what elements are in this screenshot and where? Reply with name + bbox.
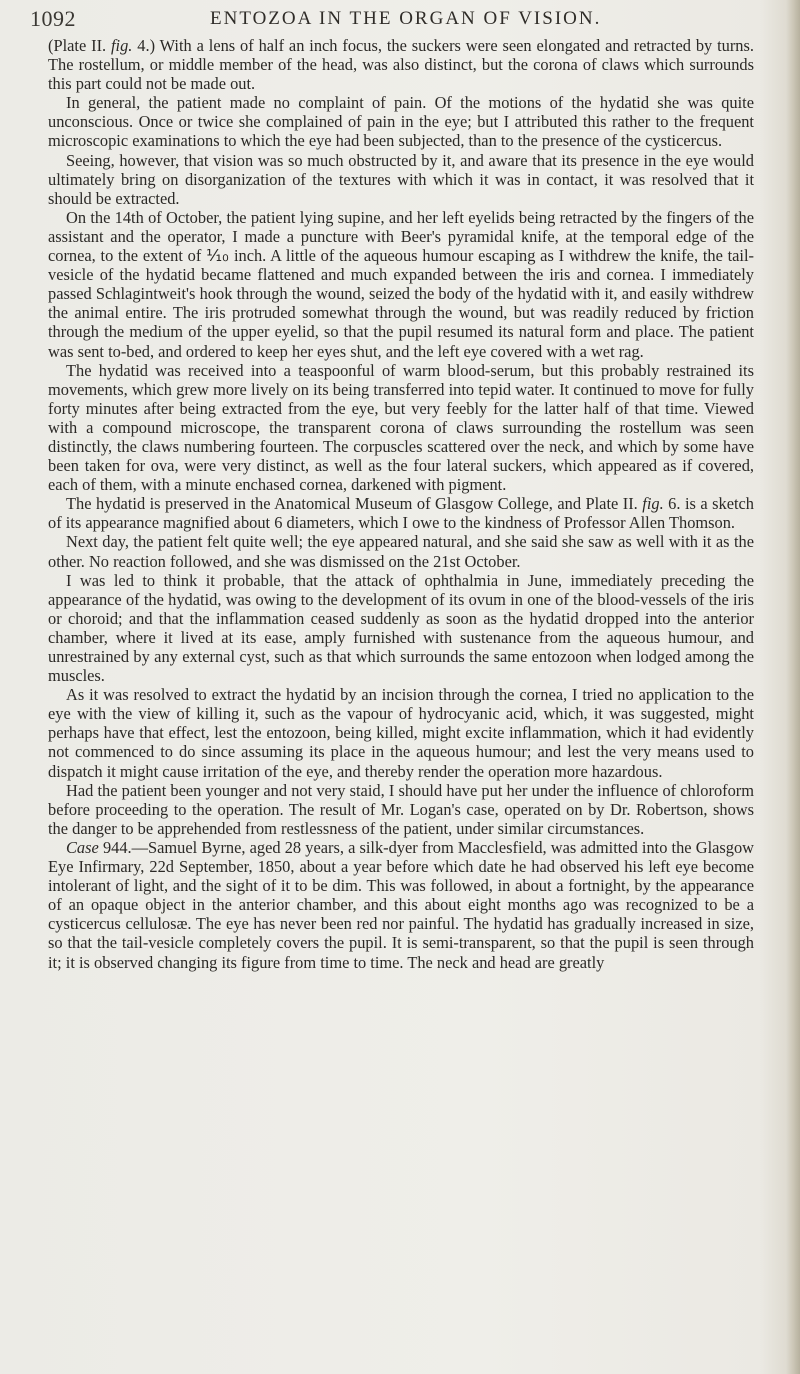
paragraph-text: The hydatid is preserved in the Anatomical Museum of Glasgow College, and Plate II. [66,494,643,514]
paragraph-text: The hydatid was received into a teaspoonful of warm blood-serum, but this probably restrained its movements, which grew more lively on its being transferred into tepid water. It continued to move for fully forty minutes after being extracted from the eye, but very feebly for the latter half of that time. Viewed with a compound microscope, the transparent corona of claws surrounding the rostellum was seen distinctly, the claws numbering fourteen. The corpuscles scattered over the neck, and which by some have been taken for ova, were very distinct, as well as the four lateral suckers, which appeared as if covered, each of them, with a minute enchased cornea, darkened with pigment. [48,360,754,495]
paragraph-text: 944.—Samuel Byrne, aged 28 years, a silk-dyer from Macclesfield, was admitted into the Glasgow Eye Infirmary, 22d September, 1850, about a year before which date he had observed his left eye become intolerant of light, and the sight of it to be dim. This was followed, in about a fortnight, by the appearance of an opaque object in the anterior chamber, and this about eight months ago was recognized to be a cysticercus cellulosæ. The eye has never been red nor painful. The hydatid has gradually increased in size, so that the tail-vesicle completely covers the pupil. It is semi-transparent, so that the pupil is seen through it; it is observed changing its figure from time to time. The neck and head are greatly [48,837,754,972]
paragraph [48,532,754,570]
paragraph [48,685,754,780]
paragraph-text: As it was resolved to extract the hydatid by an incision through the cornea, I tried no application to the eye with the view of killing it, such as the vapour of hydrocyanic acid, which, it was suggested, might perhaps have that effect, lest the entozoon, being killed, might excite inflammation, which it had evidently not commenced to do since assuming its place in the aqueous humour; and lest the very means used to dispatch it might cause irritation of the eye, and thereby render the operation more hazardous. [48,685,754,781]
page-header [30,6,770,32]
page-edge-shading [786,0,800,1374]
paragraph-text: 6. is a sketch of its appearance magnified about 6 diameters, which I owe to the kindness of Professor Allen Thomson. [48,494,754,533]
paragraph-text: Seeing, however, that vision was so much obstructed by it, and aware that its presence in the eye would ultimately bring on disorganization of the textures with which it was in contact, it was resolved that it should be extracted. [48,150,754,208]
body-text [48,36,754,972]
page-number: 1092 [30,6,76,31]
paragraph-text: 4.) With a lens of half an inch focus, the suckers were seen elongated and retracted by turns. The rostellum, or middle member of the head, was also distinct, but the corona of claws which surrounds this part could not be made out. [48,36,754,94]
paragraph-text: I was led to think it probable, that the attack of ophthalmia in June, immediately preceding the appearance of the hydatid, was owing to the development of its ovum in one of the blood-vessels of the iris or choroid; and that the inflammation ceased suddenly as soon as the hydatid dropped into the anterior chamber, where it lived at its ease, amply furnished with sustenance from the aqueous humour, and unrestrained by any external cyst, such as that which surrounds the same entozoon when lodged among the muscles. [48,570,754,686]
italic-text: fig. [642,494,664,514]
paragraph [48,36,754,93]
paragraph [48,93,754,150]
paragraph [48,151,754,208]
paragraph [48,838,754,972]
paragraph [48,208,754,361]
paragraph-text: Next day, the patient felt quite well; the eye appeared natural, and she said she saw as well with it as the other. No reaction followed, and she was dismissed on the 21st October. [48,532,754,571]
paragraph [48,571,754,686]
paragraph [48,494,754,532]
italic-text: Case [66,837,99,857]
paragraph-text: In general, the patient made no complaint of pain. Of the motions of the hydatid she was quite unconscious. Once or twice she complained of pain in the eye; but I attributed this rather to the frequent microscopic examinations to which the eye had been subjected, than to the presence of the cysticercus. [48,93,754,151]
paragraph-text: Had the patient been younger and not very staid, I should have put her under the influence of chloroform before proceeding to the operation. The result of Mr. Logan's case, operated on by Dr. Robertson, shows the danger to be apprehended from restlessness of the patient, under similar circumstances. [48,780,754,838]
paragraph [48,361,754,495]
paragraph [48,781,754,838]
paragraph-text: (Plate II. [48,36,111,55]
running-head: ENTOZOA IN THE ORGAN OF VISION. [210,8,602,29]
italic-text: fig. [111,36,133,55]
paragraph-text: On the 14th of October, the patient lying supine, and her left eyelids being retracted by the fingers of the assistant and the operator, I made a puncture with Beer's pyramidal knife, at the temporal edge of the cornea, to the extent of ⅒ inch. A little of the aqueous humour escaping as I withdrew the knife, the tail-vesicle of the hydatid became flattened and much expanded between the iris and cornea. I immediately passed Schlagintweit's hook through the wound, seized the body of the hydatid with it, and easily withdrew the animal entire. The iris protruded somewhat through the wound, but was readily reduced by friction through the medium of the upper eyelid, so that the pupil resumed its natural form and place. The patient was sent to-bed, and ordered to keep her eyes shut, and the left eye covered with a wet rag. [48,207,754,361]
